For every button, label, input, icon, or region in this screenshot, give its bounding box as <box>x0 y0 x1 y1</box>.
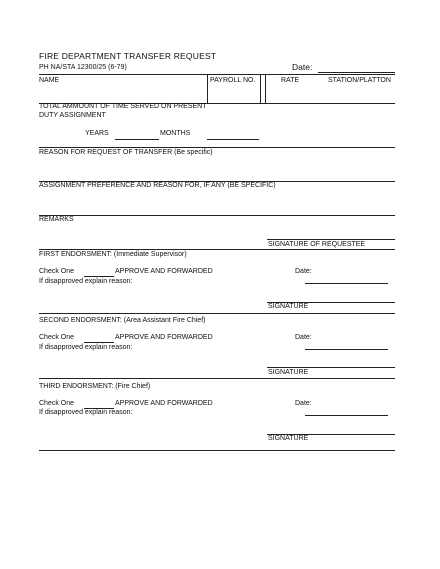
approve-label: APPROVE AND FORWARDED <box>115 400 213 407</box>
endorsement-signature-label: SIGNATURE <box>268 369 309 376</box>
years-field[interactable] <box>115 139 159 140</box>
endorsement-date-label: Date: <box>295 400 312 407</box>
endorsement-signature-label: SIGNATURE <box>268 303 309 310</box>
remarks-label: REMARKS <box>39 216 74 223</box>
payroll-column-label: PAYROLL NO. <box>210 77 256 84</box>
endorsement-signature-label: SIGNATURE <box>268 435 309 442</box>
name-column-label: NAME <box>39 77 60 84</box>
check-one-label: Check One <box>39 334 75 341</box>
reason-label: REASON FOR REQUEST OF TRANSFER (Be specific) <box>39 149 213 156</box>
endorsement-bottom-rule <box>39 378 395 379</box>
column-divider <box>260 74 261 103</box>
column-divider <box>207 74 208 103</box>
endorsement-title: SECOND ENDORSMENT: (Area Assistant Fire Chief) <box>39 317 206 324</box>
reason-top-rule <box>39 147 395 148</box>
endorsement-date-field[interactable] <box>305 415 388 416</box>
date-label: Date: <box>292 62 313 72</box>
endorsement-date-field[interactable] <box>305 349 388 350</box>
endorsement-title: THIRD ENDORSMENT: (Fire Chief) <box>39 383 151 390</box>
endorsement-date-label: Date: <box>295 268 312 275</box>
check-one-label: Check One <box>39 400 75 407</box>
endorsement-signature-field[interactable] <box>267 367 395 368</box>
months-field[interactable] <box>207 139 259 140</box>
disapproved-label: If disapproved explain reason: <box>39 409 133 416</box>
form-title: FIRE DEPARTMENT TRANSFER REQUEST <box>39 51 217 61</box>
preference-field[interactable] <box>39 215 395 216</box>
disapproved-label: If disapproved explain reason: <box>39 278 133 285</box>
approve-label: APPROVE AND FORWARDED <box>115 268 213 275</box>
form-code: PH NA/STA 12300/25 (6-79) <box>39 64 127 71</box>
approve-check-field[interactable] <box>84 276 114 277</box>
remarks-bottom-rule <box>39 249 395 250</box>
years-label: YEARS <box>85 130 109 137</box>
time-served-label: TOTAL AMMOUNT OF TIME SERVED ON PRESENT <box>39 103 207 110</box>
endorsement-bottom-rule <box>39 313 395 314</box>
approve-label: APPROVE AND FORWARDED <box>115 334 213 341</box>
check-one-label: Check One <box>39 268 75 275</box>
months-label: MONTHS <box>160 130 191 137</box>
approve-check-field[interactable] <box>84 342 114 343</box>
time-served-label-2: DUTY ASSIGNMENT <box>39 112 106 119</box>
endorsement-date-label: Date: <box>295 334 312 341</box>
endorsement-title: FIRST ENDORSMENT: (Immediate Supervisor) <box>39 251 187 258</box>
disapproved-label: If disapproved explain reason: <box>39 344 133 351</box>
date-field[interactable] <box>318 72 395 73</box>
station-column-label: STATION/PLATTON <box>328 77 391 84</box>
requestee-signature-field[interactable] <box>267 239 395 240</box>
rate-column-label: RATE <box>281 77 300 84</box>
header-row-top-rule <box>39 74 395 75</box>
endorsement-date-field[interactable] <box>305 283 388 284</box>
column-divider <box>265 74 266 103</box>
preference-label: ASSIGNMENT PREFERENCE AND REASON FOR, IF ANY (BE SPECIFIC) <box>39 182 276 189</box>
endorsement-bottom-rule <box>39 450 395 451</box>
requestee-signature-label: SIGNATURE OF REQUESTEE <box>268 241 366 248</box>
